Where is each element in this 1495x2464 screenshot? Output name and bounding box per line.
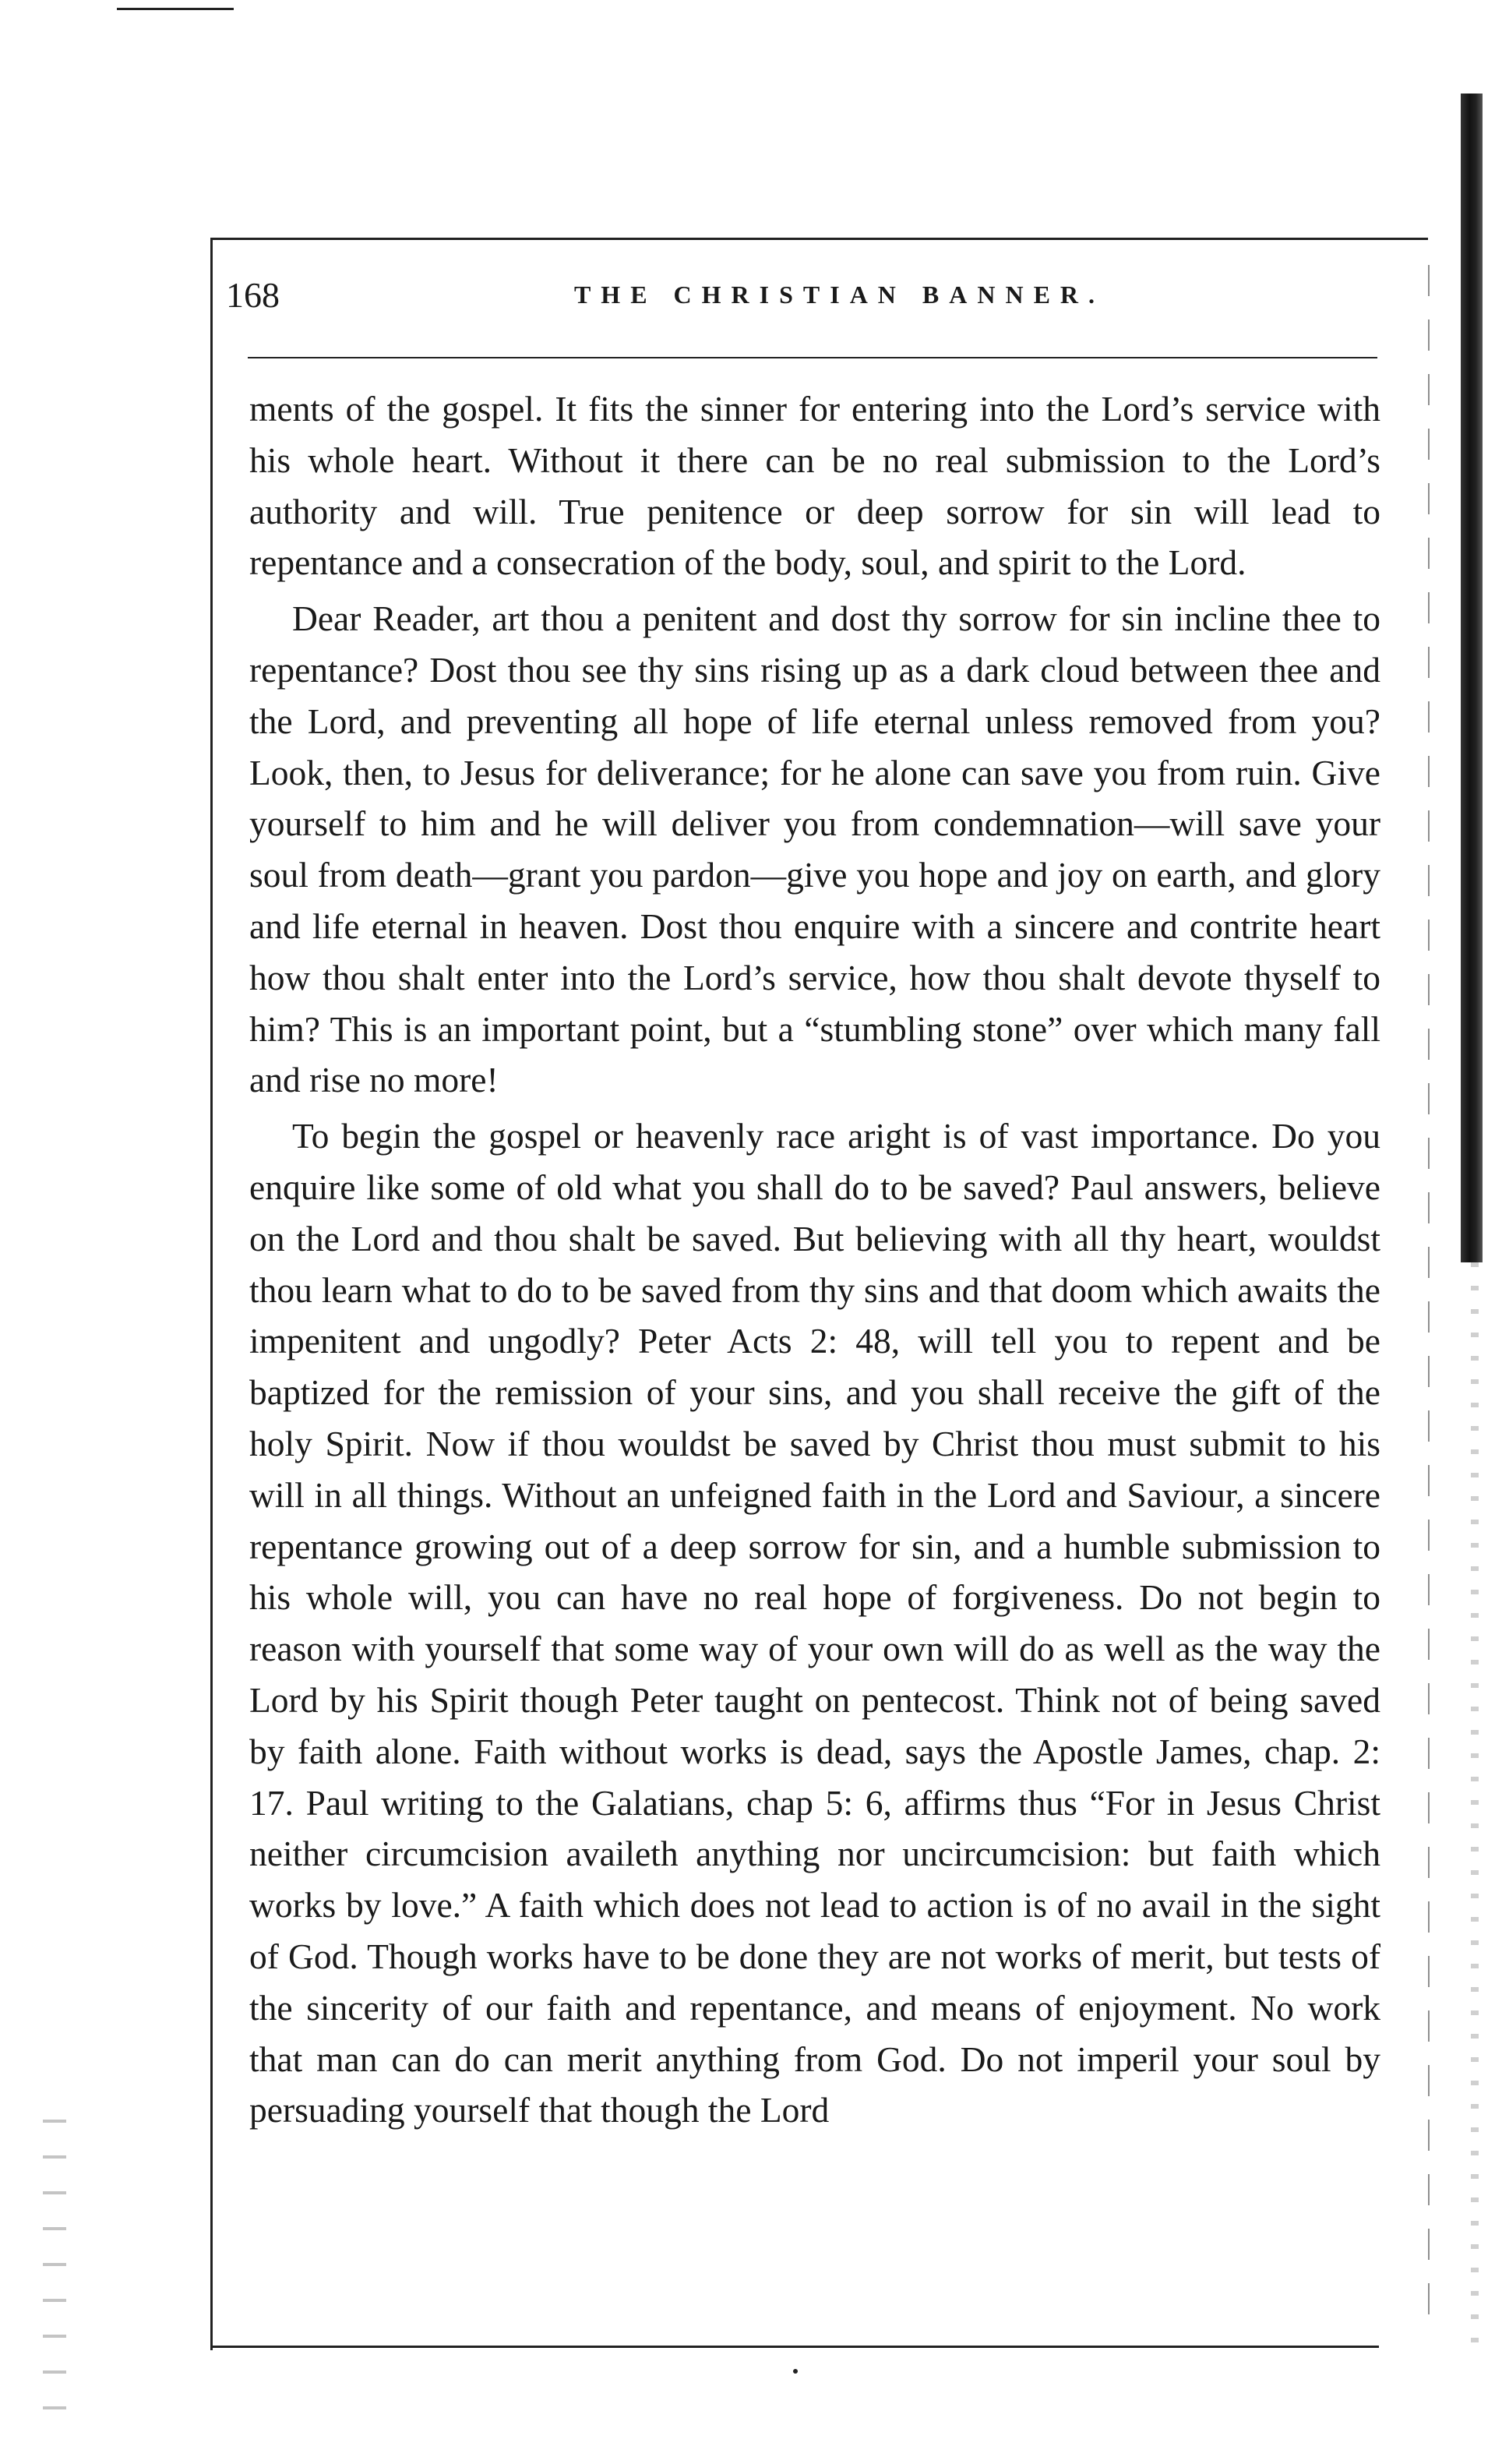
page-right-edge [1428, 265, 1430, 2330]
footer-dot [793, 2369, 798, 2374]
footer-rule [210, 2346, 1379, 2348]
running-head [226, 267, 1398, 322]
margin-marks [43, 2120, 66, 2431]
page-number: 168 [226, 274, 280, 315]
paragraph-2: Dear Reader, art thou a penitent and dost thy sorrow for sin incline thee to repentance? Dost thou see thy sins rising up as a dark cloud between thee and the Lord, and preventing all hope of life eternal unless removed from you? Look, then, to Jesus for deliverance; for he alone can save you from ruin. Give yourself to him and he will deliver you from condemnation—will save your soul from death—grant you pardon—give you hope and joy on earth, and glory and life eternal in heaven. Dost thou enquire with a sincere and contrite heart how thou shalt enter into the Lord’s service, how thou shalt devote thyself to him? This is an important point, but a “stumbling stone” over which many fall and rise no more! [249, 598, 1380, 1100]
body-text [249, 383, 1380, 2141]
running-title: THE CHRISTIAN BANNER. [573, 280, 1105, 309]
book-spine-edge [1461, 94, 1483, 1262]
header-rule [248, 357, 1377, 358]
paragraph-3: To begin the gospel or heavenly race aright is of vast importance. Do you enquire like some of old what you shall do to be saved? Paul answers, believe on the Lord and thou shalt be saved. But believing with all thy heart, wouldst thou learn what to do to be saved from thy sins and that doom which awaits the impenitent and ungodly? Peter Acts 2: 48, will tell you to repent and be baptized for the remission of your sins, and you shall receive the gift of the holy Spirit. Now if thou wouldst be saved by Christ thou must submit to his will in all things. Without an unfeigned faith in the Lord and Saviour, a sincere repentance growing out of a deep sorrow for sin, and a humble submission to his whole will, you can have no real hope of forgiveness. Do not begin to reason with yourself that some way of your own will do as well as the way the Lord by his Spirit though Peter taught on pentecost. Think not of being saved by faith alone. Faith without works is dead, says the Apostle James, chap. 2: 17. Paul writing to the Galatians, chap 5: 6, affirms thus “For in Jesus Christ neither circumcision availeth anything nor uncircumcision: but faith which works by love.” A faith which does not lead to action is of no avail in the sight of God. Though works have to be done they are not works of merit, but tests of the sincerity of our faith and repentance, and means of enjoyment. No work that man can do can merit anything from God. Do not imperil your soul by persuading yourself that though the Lord [249, 1116, 1380, 2130]
top-rule [117, 8, 234, 10]
paragraph-1: ments of the gospel. It fits the sinner for entering into the Lord’s service with his whole heart. Without it there can be no real submission to the Lord’s authority and will. True penitence or deep sorrow for sin will lead to repentance and a consecration of the body, soul, and spirit to the Lord. [249, 389, 1380, 583]
book-spine-shadow [1471, 1262, 1479, 2353]
